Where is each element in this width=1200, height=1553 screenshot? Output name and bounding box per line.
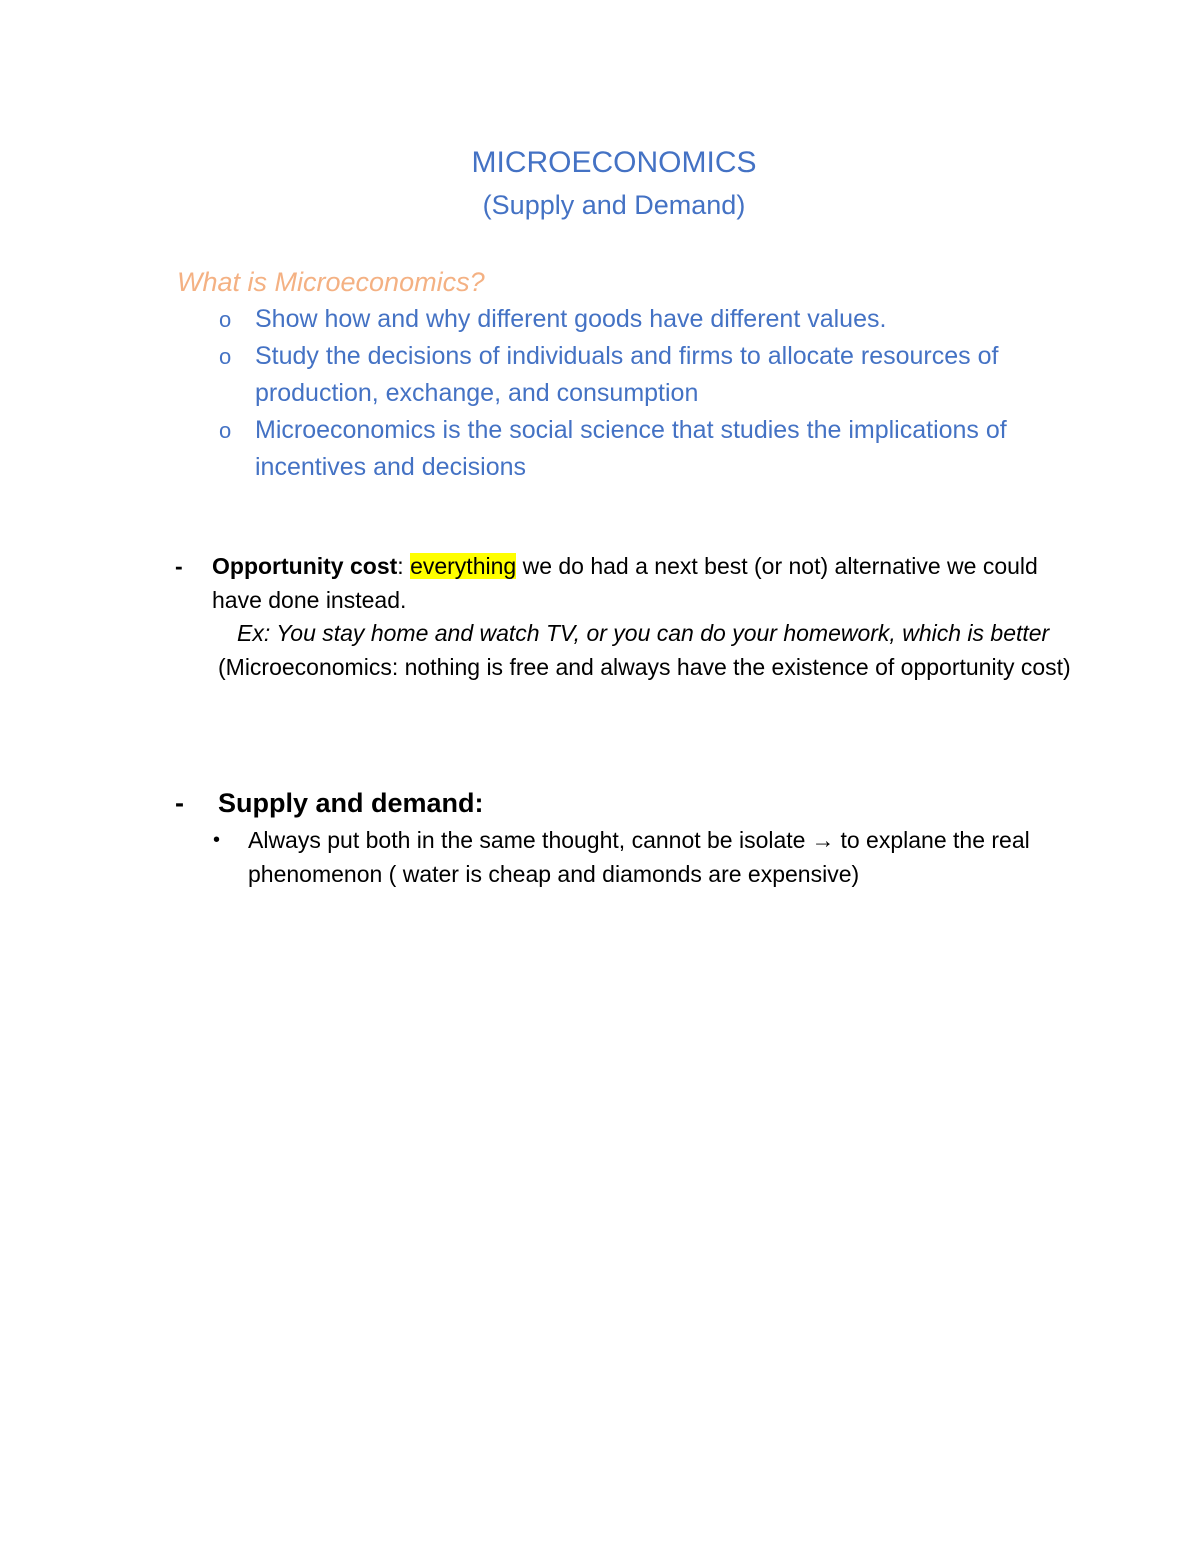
dash-bullet-icon: - [175, 788, 184, 818]
arrow-right-icon: → [811, 827, 835, 853]
bullet-text-start: Always put both in the same thought, cannot be isolate [248, 827, 806, 853]
term-opportunity-cost: Opportunity cost [212, 553, 398, 579]
page-subtitle: (Supply and Demand) [482, 190, 746, 220]
list-item-text: Study the decisions of individuals and firms to allocate resources of production, exchange, and consumption [255, 342, 999, 407]
section-question: What is Microeconomics? [177, 267, 485, 297]
circle-bullet-icon: o [219, 344, 232, 369]
circle-bullet-icon: o [219, 418, 232, 443]
term-colon: : [397, 553, 411, 579]
list-item [219, 301, 1079, 338]
note-text: (Microeconomics: nothing is free and always have the existence of opportunity cost) [218, 653, 1071, 680]
example-text: Ex: You stay home and watch TV, or you can do your homework, which is better [237, 620, 1050, 646]
opportunity-cost-body [175, 550, 1075, 684]
opportunity-cost-section [175, 550, 1075, 684]
highlighted-word: everything [410, 553, 517, 579]
supply-demand-section [175, 785, 1075, 891]
page-title: MICROECONOMICS [471, 146, 757, 179]
list-item-text: Microeconomics is the social science that studies the implications of incentives and decisions [255, 416, 1007, 481]
list-item [175, 823, 1075, 891]
dash-bullet-icon: - [175, 553, 183, 579]
opportunity-cost-definition [212, 550, 1075, 617]
definition-list [219, 301, 1079, 486]
definition-rest: we do had a next best (or not) alternative we could have done instead. [212, 553, 1038, 613]
list-item-text: Show how and why different goods have different values. [255, 305, 887, 333]
bullet-icon: • [213, 829, 221, 851]
supply-demand-heading: Supply and demand: [218, 788, 484, 818]
list-item [219, 412, 1079, 486]
bullet-text-end: to explane the real phenomenon ( water is cheap and diamonds are expensive) [248, 827, 1030, 887]
list-item [219, 338, 1079, 412]
circle-bullet-icon: o [219, 307, 232, 332]
